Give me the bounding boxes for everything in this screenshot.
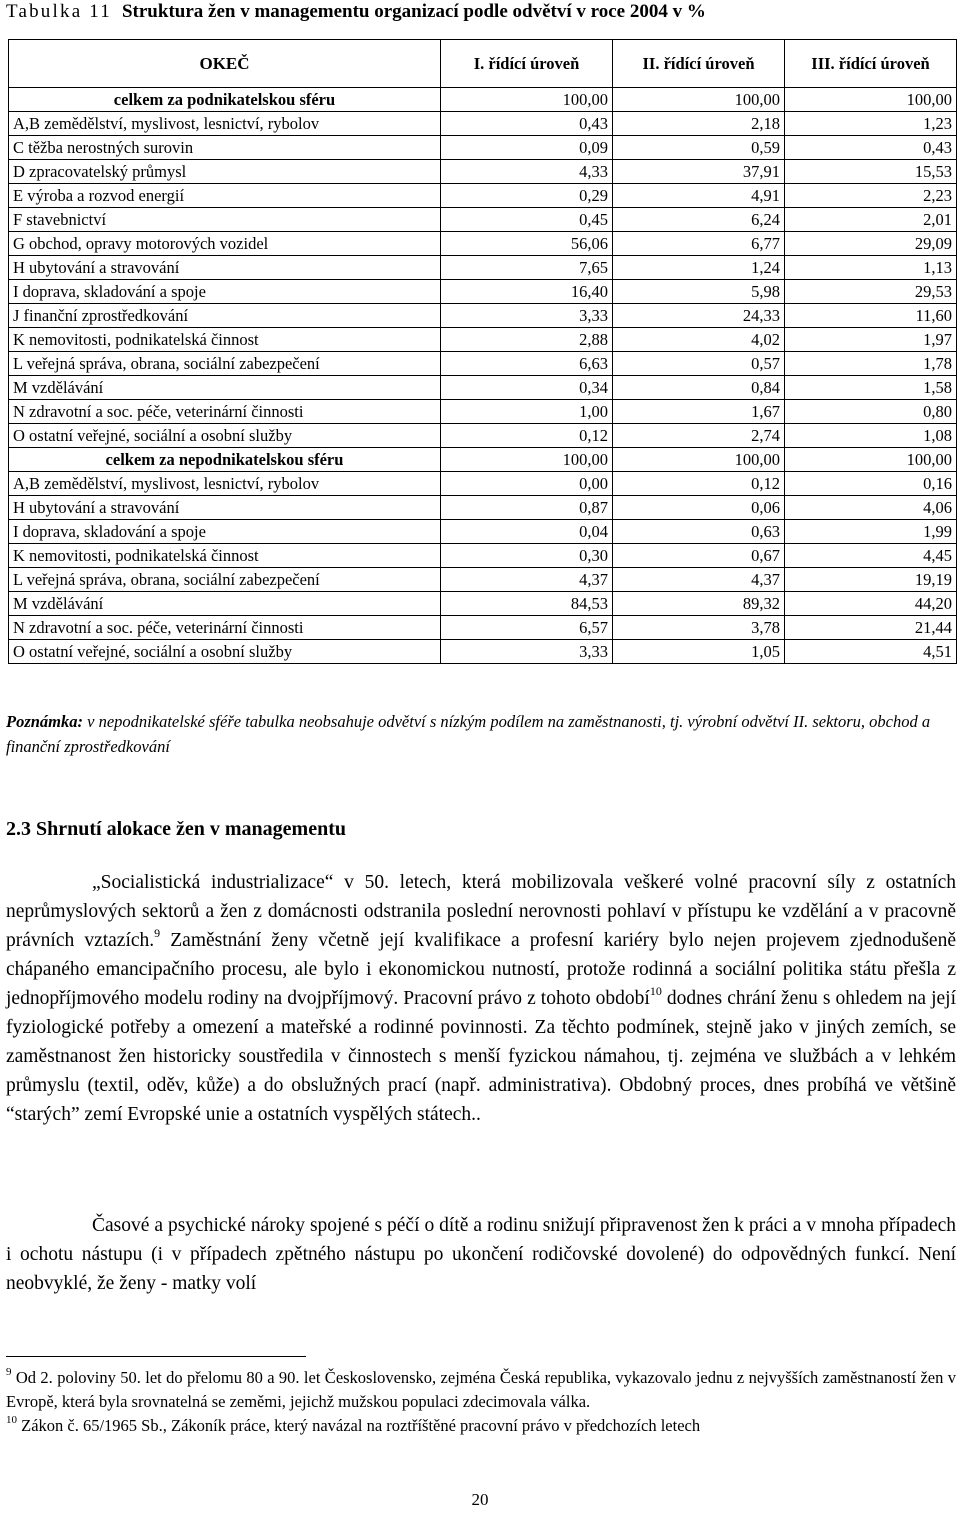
level-2-value: 5,98	[613, 280, 785, 304]
level-3-value: 1,58	[785, 376, 957, 400]
table-header-row	[9, 40, 957, 88]
header-level-2: II. řídící úroveň	[613, 40, 785, 88]
level-1-value: 4,33	[441, 160, 613, 184]
footnote-9-number: 9	[6, 1366, 12, 1378]
table-title: Struktura žen v managementu organizací podle odvětví v roce 2004 v %	[121, 1, 706, 22]
level-1-value: 100,00	[441, 448, 613, 472]
level-1-value: 7,65	[441, 256, 613, 280]
level-1-value: 100,00	[441, 88, 613, 112]
level-3-value: 29,53	[785, 280, 957, 304]
footnotes	[6, 1366, 956, 1438]
sector-name: N zdravotní a soc. péče, veterinární činnosti	[9, 400, 441, 424]
level-2-value: 100,00	[613, 448, 785, 472]
footnote-9	[6, 1366, 956, 1414]
table-row	[9, 592, 957, 616]
sector-name: M vzdělávání	[9, 376, 441, 400]
sector-name: A,B zemědělství, myslivost, lesnictví, rybolov	[9, 472, 441, 496]
level-2-value: 2,74	[613, 424, 785, 448]
level-3-value: 4,06	[785, 496, 957, 520]
footnote-10-text: Zákon č. 65/1965 Sb., Zákoník práce, který navázal na roztříštěné pracovní právo v předchozích letech	[21, 1416, 701, 1435]
level-2-value: 4,02	[613, 328, 785, 352]
level-3-value: 1,78	[785, 352, 957, 376]
level-3-value: 2,23	[785, 184, 957, 208]
level-2-value: 0,84	[613, 376, 785, 400]
footnote-9-text: Od 2. poloviny 50. let do přelomu 80 a 90. let Československo, zejména Česká republika, vykazovalo jednu z nejvyšších zaměstnaností žen v Evropě, která byla srovnatelná se zeměmi, jejichž mužskou populaci zdecimovala válka.	[6, 1368, 957, 1411]
level-3-value: 1,23	[785, 112, 957, 136]
table-row	[9, 424, 957, 448]
footnote-10-number: 10	[6, 1414, 17, 1426]
header-level-3: III. řídící úroveň	[785, 40, 957, 88]
level-1-value: 56,06	[441, 232, 613, 256]
table-row	[9, 136, 957, 160]
table-caption	[6, 0, 956, 24]
level-3-value: 1,08	[785, 424, 957, 448]
note-label: Poznámka:	[6, 712, 84, 731]
level-3-value: 1,99	[785, 520, 957, 544]
level-2-value: 1,67	[613, 400, 785, 424]
level-1-value: 1,00	[441, 400, 613, 424]
level-3-value: 4,51	[785, 640, 957, 664]
section-heading: 2.3 Shrnutí alokace žen v managementu	[6, 818, 346, 840]
table-note	[6, 709, 956, 759]
level-2-value: 2,18	[613, 112, 785, 136]
level-2-value: 0,67	[613, 544, 785, 568]
level-2-value: 6,24	[613, 208, 785, 232]
footnote-10	[6, 1414, 956, 1438]
table-row	[9, 256, 957, 280]
level-3-value: 2,01	[785, 208, 957, 232]
table-row	[9, 280, 957, 304]
table-row	[9, 160, 957, 184]
sector-name: O ostatní veřejné, sociální a osobní služby	[9, 424, 441, 448]
level-2-value: 37,91	[613, 160, 785, 184]
table-row	[9, 400, 957, 424]
level-1-value: 6,57	[441, 616, 613, 640]
level-3-value: 29,09	[785, 232, 957, 256]
level-1-value: 0,30	[441, 544, 613, 568]
table-row	[9, 544, 957, 568]
header-level-1: I. řídící úroveň	[441, 40, 613, 88]
paragraph-1-text-b: Zaměstnání ženy včetně její kvalifikace a profesní kariéry bylo nejen projevem zjednodušeně chápaného emancipačního procesu, ale bylo i ekonomickou nutností, protože rodinná a sociální politika státu přešla z jednopříjmového modelu rodiny na dvojpříjmový. Pracovní právo z tohoto období	[6, 930, 956, 1009]
sector-name: O ostatní veřejné, sociální a osobní služby	[9, 640, 441, 664]
level-1-value: 0,43	[441, 112, 613, 136]
table-row	[9, 472, 957, 496]
level-2-value: 6,77	[613, 232, 785, 256]
level-1-value: 3,33	[441, 304, 613, 328]
level-1-value: 6,63	[441, 352, 613, 376]
sector-name: N zdravotní a soc. péče, veterinární činnosti	[9, 616, 441, 640]
table-row	[9, 304, 957, 328]
body-paragraph-1	[6, 868, 956, 1129]
table-row	[9, 112, 957, 136]
table-row	[9, 520, 957, 544]
sector-name: I doprava, skladování a spoje	[9, 520, 441, 544]
level-3-value: 15,53	[785, 160, 957, 184]
management-structure-table	[8, 39, 957, 664]
sector-name: D zpracovatelský průmysl	[9, 160, 441, 184]
table-row	[9, 616, 957, 640]
sector-name: H ubytování a stravování	[9, 256, 441, 280]
sector-name: celkem za podnikatelskou sféru	[9, 88, 441, 112]
sector-name: H ubytování a stravování	[9, 496, 441, 520]
level-3-value: 100,00	[785, 448, 957, 472]
footnote-separator	[6, 1356, 306, 1357]
level-2-value: 0,06	[613, 496, 785, 520]
level-1-value: 4,37	[441, 568, 613, 592]
level-2-value: 1,24	[613, 256, 785, 280]
sector-name: A,B zemědělství, myslivost, lesnictví, rybolov	[9, 112, 441, 136]
level-1-value: 0,09	[441, 136, 613, 160]
footnote-ref-10: 10	[649, 984, 662, 998]
level-3-value: 19,19	[785, 568, 957, 592]
paragraph-1-text-a: „Socialistická industrializace“ v 50. letech, která mobilizovala veškeré volné pracovní síly z ostatních neprůmyslových sektorů a žen z domácnosti odstranila poslední nerovnosti pohlaví v přístupu ke vzdělání a v pracovně právních vztazích.	[6, 872, 956, 951]
table-total-row	[9, 448, 957, 472]
footnote-ref-9: 9	[154, 926, 161, 940]
sector-name: I doprava, skladování a spoje	[9, 280, 441, 304]
sector-name: E výroba a rozvod energií	[9, 184, 441, 208]
level-1-value: 0,45	[441, 208, 613, 232]
table-row	[9, 568, 957, 592]
sector-name: C těžba nerostných surovin	[9, 136, 441, 160]
level-3-value: 0,43	[785, 136, 957, 160]
level-1-value: 3,33	[441, 640, 613, 664]
paragraph-1-text-c: dodnes chrání ženu s ohledem na její fyziologické potřeby a omezení a mateřské a rodinné povinnosti. Za těchto podmínek, stejně jako v jiných zemích, se zaměstnanost žen historicky soustředila v činnostech s menší fyzickou námahou, tj. zejména ve službách a v lehkém průmyslu (textil, oděv, kůže) a do obslužných prací (např. administrativa). Obdobný proces, dnes probíhá ve většině “starých” zemí Evropské unie a ostatních vyspělých státech..	[6, 988, 956, 1125]
level-1-value: 0,04	[441, 520, 613, 544]
level-1-value: 0,00	[441, 472, 613, 496]
sector-name: celkem za nepodnikatelskou sféru	[9, 448, 441, 472]
level-1-value: 0,87	[441, 496, 613, 520]
level-2-value: 0,12	[613, 472, 785, 496]
level-1-value: 16,40	[441, 280, 613, 304]
level-3-value: 1,97	[785, 328, 957, 352]
level-3-value: 4,45	[785, 544, 957, 568]
level-3-value: 0,80	[785, 400, 957, 424]
level-2-value: 100,00	[613, 88, 785, 112]
sector-name: L veřejná správa, obrana, sociální zabezpečení	[9, 352, 441, 376]
table-row	[9, 640, 957, 664]
sector-name: F stavebnictví	[9, 208, 441, 232]
level-1-value: 0,34	[441, 376, 613, 400]
level-3-value: 21,44	[785, 616, 957, 640]
level-3-value: 0,16	[785, 472, 957, 496]
level-3-value: 44,20	[785, 592, 957, 616]
level-2-value: 1,05	[613, 640, 785, 664]
table-row	[9, 208, 957, 232]
level-2-value: 4,91	[613, 184, 785, 208]
sector-name: M vzdělávání	[9, 592, 441, 616]
level-1-value: 2,88	[441, 328, 613, 352]
sector-name: K nemovitosti, podnikatelská činnost	[9, 544, 441, 568]
level-3-value: 100,00	[785, 88, 957, 112]
level-2-value: 24,33	[613, 304, 785, 328]
level-1-value: 0,12	[441, 424, 613, 448]
level-3-value: 11,60	[785, 304, 957, 328]
level-2-value: 0,57	[613, 352, 785, 376]
header-okec: OKEČ	[9, 40, 441, 88]
level-2-value: 0,63	[613, 520, 785, 544]
table-row	[9, 232, 957, 256]
sector-name: G obchod, opravy motorových vozidel	[9, 232, 441, 256]
table-total-row	[9, 88, 957, 112]
level-3-value: 1,13	[785, 256, 957, 280]
level-2-value: 0,59	[613, 136, 785, 160]
sector-name: J finanční zprostředkování	[9, 304, 441, 328]
level-1-value: 84,53	[441, 592, 613, 616]
table-row	[9, 496, 957, 520]
page-number: 20	[471, 1490, 489, 1509]
body-paragraph-2: Časové a psychické nároky spojené s péčí o dítě a rodinu snižují připravenost žen k práci a v mnoha případech i ochotu nástupu (i v případech zpětného nástupu po ukončení rodičovské dovolené) do odpovědných funkcí. Není neobvyklé, že ženy - matky volí	[6, 1215, 956, 1294]
level-2-value: 89,32	[613, 592, 785, 616]
table-row	[9, 352, 957, 376]
level-1-value: 0,29	[441, 184, 613, 208]
note-text: v nepodnikatelské sféře tabulka neobsahuje odvětví s nízkým podílem na zaměstnanosti, tj. výrobní odvětví II. sektoru, obchod a finanční zprostředkování	[6, 712, 931, 756]
sector-name: K nemovitosti, podnikatelská činnost	[9, 328, 441, 352]
table-row	[9, 376, 957, 400]
level-2-value: 3,78	[613, 616, 785, 640]
table-row	[9, 328, 957, 352]
level-2-value: 4,37	[613, 568, 785, 592]
table-row	[9, 184, 957, 208]
table-label: Tabulka 11	[6, 1, 112, 22]
sector-name: L veřejná správa, obrana, sociální zabezpečení	[9, 568, 441, 592]
table-body	[9, 88, 957, 664]
